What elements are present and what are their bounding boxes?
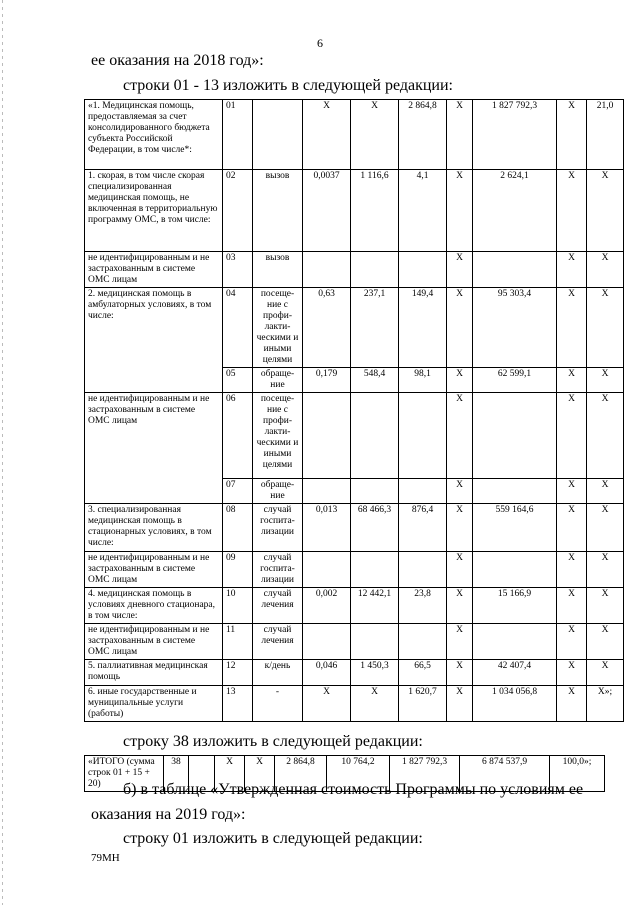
cell-cost-per-unit: X <box>245 756 275 792</box>
cell-unit: случай лечения <box>253 588 303 624</box>
cell-col-9: 6 874 537,9 <box>460 756 550 792</box>
cell-row-code: 09 <box>223 552 253 588</box>
cell-norm: X <box>215 756 245 792</box>
cell-norm <box>303 252 351 288</box>
cell-per-capita: 4,1 <box>399 170 447 252</box>
text-line-6: строку 01 изложить в следующей редакции: <box>123 830 423 847</box>
cell-description: 6. иные государственные и муниципальные услуги (работы) <box>85 686 223 722</box>
cell-percent: X <box>587 170 624 252</box>
cell-row-code: 08 <box>223 504 253 552</box>
cell-description: не идентифицированным и не застрахованным в системе ОМС лицам <box>85 624 223 660</box>
cell-total: 559 164,6 <box>473 504 557 552</box>
cell-col-9: X <box>557 504 587 552</box>
cell-percent: X <box>587 393 624 479</box>
cell-col-7: X <box>447 504 473 552</box>
cell-per-capita: 98,1 <box>399 368 447 393</box>
cell-row-code: 06 <box>223 393 253 479</box>
cell-percent: 21,0 <box>587 100 624 170</box>
cell-total: 1 827 792,3 <box>390 756 460 792</box>
cell-cost-per-unit: 68 466,3 <box>351 504 399 552</box>
table-row <box>85 588 624 624</box>
cell-col-7: X <box>447 660 473 686</box>
cell-description: «1. Медицинская помощь, предоставляемая за счет консолидированного бюджета субъекта Российской Федерации, в том числе*: <box>85 100 223 170</box>
cell-total <box>473 552 557 588</box>
cell-row-code: 38 <box>164 756 189 792</box>
cell-row-code: 13 <box>223 686 253 722</box>
cell-percent: X <box>587 368 624 393</box>
table-row <box>85 252 624 288</box>
table-row <box>85 660 624 686</box>
cell-norm <box>303 393 351 479</box>
cell-description: не идентифицированным и не застрахованным в системе ОМС лицам <box>85 393 223 504</box>
cell-cost-per-unit: 1 450,3 <box>351 660 399 686</box>
cell-col-9: X <box>557 479 587 504</box>
cell-per-capita: 23,8 <box>399 588 447 624</box>
cell-col-7: 10 764,2 <box>327 756 390 792</box>
cell-row-code: 11 <box>223 624 253 660</box>
text-line-3: строку 38 изложить в следующей редакции: <box>123 733 423 750</box>
cell-per-capita: 149,4 <box>399 288 447 368</box>
table-row <box>85 624 624 660</box>
cell-col-7: X <box>447 552 473 588</box>
cell-unit: - <box>253 686 303 722</box>
text-line-5: оказания на 2019 год»: <box>91 806 246 823</box>
cell-unit: обраще-ние <box>253 479 303 504</box>
cell-total: 95 303,4 <box>473 288 557 368</box>
cell-row-code: 01 <box>223 100 253 170</box>
cell-unit: обраще-ние <box>253 368 303 393</box>
cell-total: 2 624,1 <box>473 170 557 252</box>
table-row <box>85 100 624 170</box>
cell-norm: 0,0037 <box>303 170 351 252</box>
table-row <box>85 170 624 252</box>
cell-per-capita <box>399 479 447 504</box>
footer-code: 79МН <box>91 852 120 864</box>
cell-percent: X <box>587 624 624 660</box>
cell-col-7: X <box>447 479 473 504</box>
cell-unit: вызов <box>253 252 303 288</box>
cell-col-9: X <box>557 288 587 368</box>
page-number: 6 <box>317 36 323 50</box>
cell-per-capita <box>399 393 447 479</box>
scan-edge-line <box>2 0 3 905</box>
cell-per-capita: 876,4 <box>399 504 447 552</box>
cell-percent: X <box>587 288 624 368</box>
cell-col-9: X <box>557 170 587 252</box>
table-row <box>85 393 624 479</box>
cell-col-9: X <box>557 686 587 722</box>
cell-total <box>473 252 557 288</box>
cell-percent: X <box>587 588 624 624</box>
cell-per-capita <box>399 624 447 660</box>
cell-col-9: X <box>557 660 587 686</box>
table-row <box>85 504 624 552</box>
cell-col-7: X <box>447 252 473 288</box>
cell-col-7: X <box>447 288 473 368</box>
cell-norm: 0,002 <box>303 588 351 624</box>
cell-col-9: X <box>557 393 587 479</box>
cell-row-code: 07 <box>223 479 253 504</box>
cell-row-code: 05 <box>223 368 253 393</box>
cell-col-7: X <box>447 170 473 252</box>
cell-total: 1 827 792,3 <box>473 100 557 170</box>
cell-row-code: 02 <box>223 170 253 252</box>
cell-col-9: X <box>557 588 587 624</box>
cell-cost-per-unit: 237,1 <box>351 288 399 368</box>
cell-description: не идентифицированным и не застрахованным в системе ОМС лицам <box>85 552 223 588</box>
cell-row-code: 03 <box>223 252 253 288</box>
cell-col-7: X <box>447 100 473 170</box>
cell-unit: посеще-ние с профи-лакти-ческими и иными целями <box>253 288 303 368</box>
cell-per-capita: 66,5 <box>399 660 447 686</box>
cell-per-capita: 2 864,8 <box>399 100 447 170</box>
cell-cost-per-unit: X <box>351 100 399 170</box>
cell-cost-per-unit: X <box>351 686 399 722</box>
cell-norm: X <box>303 100 351 170</box>
cell-percent: 100,0»; <box>550 756 605 792</box>
cell-description: 3. специализированная медицинская помощь в стационарных условиях, в том числе: <box>85 504 223 552</box>
cell-percent: X <box>587 552 624 588</box>
cell-unit: случай госпита-лизации <box>253 504 303 552</box>
table-row <box>85 552 624 588</box>
cell-col-7: X <box>447 624 473 660</box>
cell-norm <box>303 552 351 588</box>
cell-total: 62 599,1 <box>473 368 557 393</box>
cell-total: 42 407,4 <box>473 660 557 686</box>
cell-description: 2. медицинская помощь в амбулаторных условиях, в том числе: <box>85 288 223 393</box>
cell-norm <box>303 624 351 660</box>
cell-total <box>473 624 557 660</box>
cell-cost-per-unit: 12 442,1 <box>351 588 399 624</box>
cell-unit <box>253 100 303 170</box>
cell-per-capita: 1 620,7 <box>399 686 447 722</box>
cell-col-9: X <box>557 252 587 288</box>
cell-col-7: X <box>447 393 473 479</box>
cell-percent: X <box>587 504 624 552</box>
cell-unit: к/день <box>253 660 303 686</box>
cell-unit: вызов <box>253 170 303 252</box>
cell-norm <box>303 479 351 504</box>
cell-description: 5. паллиативная медицинская помощь <box>85 660 223 686</box>
cell-total <box>473 393 557 479</box>
cell-percent: X <box>587 660 624 686</box>
text-line-1: ее оказания на 2018 год»: <box>91 52 264 69</box>
cell-per-capita <box>399 252 447 288</box>
cell-description: «ИТОГО (сумма строк 01 + 15 + 20) <box>85 756 164 792</box>
cell-col-9: X <box>557 552 587 588</box>
cell-percent: X <box>587 479 624 504</box>
cell-percent: X <box>587 252 624 288</box>
cell-cost-per-unit: 548,4 <box>351 368 399 393</box>
cell-col-9: X <box>557 100 587 170</box>
cell-row-code: 04 <box>223 288 253 368</box>
cell-description: 4. медицинская помощь в условиях дневного стационара, в том числе: <box>85 588 223 624</box>
cell-description: 1. скорая, в том числе скорая специализированная медицинская помощь, не включенная в территориальную программу ОМС, в том числе: <box>85 170 223 252</box>
cell-total <box>473 479 557 504</box>
cell-cost-per-unit <box>351 252 399 288</box>
cell-unit: случай госпита-лизации <box>253 552 303 588</box>
cell-description: не идентифицированным и не застрахованным в системе ОМС лицам <box>85 252 223 288</box>
cell-total: 1 034 056,8 <box>473 686 557 722</box>
cell-col-7: X <box>447 588 473 624</box>
cell-norm: X <box>303 686 351 722</box>
cell-row-code: 12 <box>223 660 253 686</box>
cell-norm: 0,013 <box>303 504 351 552</box>
cell-row-code: 10 <box>223 588 253 624</box>
cell-cost-per-unit: 1 116,6 <box>351 170 399 252</box>
cell-col-7: X <box>447 368 473 393</box>
cell-col-7: X <box>447 686 473 722</box>
cell-norm: 0,046 <box>303 660 351 686</box>
cell-per-capita: 2 864,8 <box>275 756 327 792</box>
cell-cost-per-unit <box>351 552 399 588</box>
text-line-4: б) в таблице «Утвержденная стоимость Программы по условиям ее <box>123 781 584 798</box>
cell-col-9: X <box>557 368 587 393</box>
cell-cost-per-unit <box>351 624 399 660</box>
cell-per-capita <box>399 552 447 588</box>
cell-percent: X»; <box>587 686 624 722</box>
text-line-2: строки 01 - 13 изложить в следующей редакции: <box>123 77 453 94</box>
cell-norm: 0,179 <box>303 368 351 393</box>
cell-unit: посеще-ние с профи-лакти-ческими и иными целями <box>253 393 303 479</box>
cell-total: 15 166,9 <box>473 588 557 624</box>
cost-table-rows-01-13 <box>84 99 624 722</box>
cell-norm: 0,63 <box>303 288 351 368</box>
cell-cost-per-unit <box>351 479 399 504</box>
cell-col-9: X <box>557 624 587 660</box>
table-row <box>85 686 624 722</box>
cell-cost-per-unit <box>351 393 399 479</box>
cell-unit: случай лечения <box>253 624 303 660</box>
table-row <box>85 288 624 368</box>
